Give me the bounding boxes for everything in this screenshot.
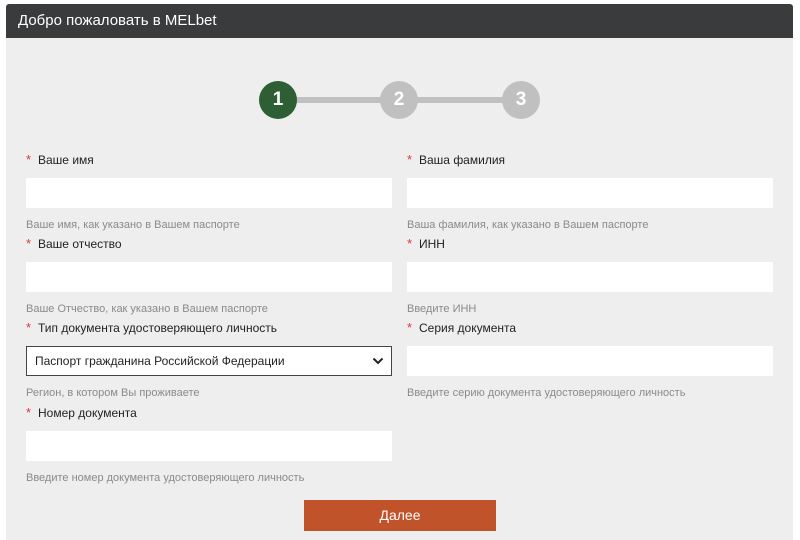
doc-type-select[interactable] bbox=[26, 346, 392, 376]
doc-type-hint: Регион, в котором Вы проживаете bbox=[26, 387, 200, 399]
last-name-input[interactable] bbox=[407, 178, 773, 208]
first-name-input[interactable] bbox=[26, 178, 392, 208]
step-3[interactable]: 3 bbox=[502, 81, 540, 119]
doc-series-field bbox=[407, 320, 773, 400]
last-name-field bbox=[407, 152, 773, 232]
doc-number-label: Номер документа bbox=[38, 406, 137, 420]
chevron-down-icon bbox=[372, 355, 384, 367]
doc-number-hint: Введите номер документа удостоверяющего личность bbox=[26, 472, 305, 484]
inn-hint: Введите ИНН bbox=[407, 303, 477, 315]
required-mark: * bbox=[407, 320, 413, 335]
last-name-hint: Ваша фамилия, как указано в Вашем паспорте bbox=[407, 219, 649, 231]
doc-number-field bbox=[26, 405, 392, 485]
patronymic-label: Ваше отчество bbox=[38, 237, 122, 251]
window-header bbox=[6, 4, 793, 38]
required-mark: * bbox=[26, 320, 32, 335]
patronymic-hint: Ваше Отчество, как указано в Вашем паспорте bbox=[26, 303, 268, 315]
inn-field bbox=[407, 236, 773, 316]
stepper-connector bbox=[416, 97, 506, 103]
doc-type-label: Тип документа удостоверяющего личность bbox=[38, 321, 277, 335]
required-mark: * bbox=[26, 236, 32, 251]
required-mark: * bbox=[26, 405, 32, 420]
patronymic-input[interactable] bbox=[26, 262, 392, 292]
doc-type-field bbox=[26, 320, 392, 400]
doc-series-hint: Введите серию документа удостоверяющего личность bbox=[407, 387, 686, 399]
doc-number-input[interactable] bbox=[26, 431, 392, 461]
required-mark: * bbox=[407, 236, 413, 251]
first-name-label: Ваше имя bbox=[38, 153, 94, 167]
step-1[interactable]: 1 bbox=[259, 81, 297, 119]
inn-label: ИНН bbox=[419, 237, 445, 251]
required-mark: * bbox=[407, 152, 413, 167]
required-mark: * bbox=[26, 152, 32, 167]
last-name-label: Ваша фамилия bbox=[419, 153, 506, 167]
doc-series-input[interactable] bbox=[407, 346, 773, 376]
step-2[interactable]: 2 bbox=[380, 81, 418, 119]
first-name-field bbox=[26, 152, 392, 232]
patronymic-field bbox=[26, 236, 392, 316]
next-button[interactable]: Далее bbox=[304, 500, 496, 531]
doc-series-label: Серия документа bbox=[419, 321, 517, 335]
first-name-hint: Ваше имя, как указано в Вашем паспорте bbox=[26, 219, 240, 231]
inn-input[interactable] bbox=[407, 262, 773, 292]
header-title: Добро пожаловать в MELbet bbox=[18, 12, 217, 29]
stepper-connector bbox=[296, 97, 384, 103]
doc-type-selected-value: Паспорт гражданина Российской Федерации bbox=[35, 354, 285, 368]
